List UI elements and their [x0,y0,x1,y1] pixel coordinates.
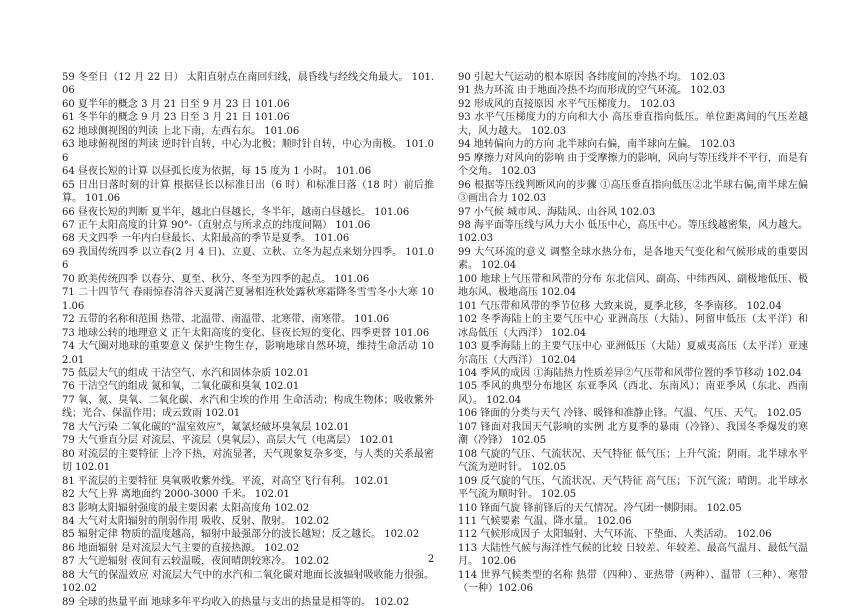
list-item: 61 冬半年的概念 9 月 23 日至 3 月 21 日 101.06 [62,112,290,124]
list-item: 78 大气污染 二氧化碳的“温室效应”，氟氯烃破坏臭氧层 102.01 [62,421,350,433]
list-item: 106 锋面的分类与天气 冷锋、暖锋和准静止锋。气温、气压、天气。 102.05 [458,408,802,420]
list-item: 109 反气旋的气压、气流状况、天气特征 高气压；下沉气流；晴朗。北半球水平气流为顺时针。 102.05 [458,475,808,501]
list-item: 107 锋面对我国天气影响的实例 北方夏季的暴雨（冷锋）、我国冬季爆发的寒潮（冷锋） 102.05 [458,421,808,447]
list-item: 96 根据等压线判断风向的步骤 ①高压垂直指向低压②北半球右偏,南半球左偏③画出合力 102.03 [458,179,808,205]
list-item: 60 夏半年的概念 3 月 21 日至 9 月 23 日 101.06 [62,98,290,110]
list-item: 98 海平面等压线与风力大小 低压中心，高压中心。等压线越密集，风力越大。 102.03 [458,219,812,245]
list-item: 73 地球公转的地理意义 正午太阳高度的变化、昼夜长短的变化、四季更替 101.06 [62,327,430,339]
list-item: 95 摩擦力对风向的影响 由于受摩擦力的影响，风向与等压线并不平行，而是有个交角。 102.03 [458,152,808,178]
list-item: 71 二十四节气 春雨惊春清谷天夏满芒夏暑相连秋处露秋寒霜降冬雪雪冬小大寒 101.06 [62,287,434,312]
list-item: 89 全球的热量平面 地球多年平均收入的热量与支出的热量是相等的。 102.02 [62,596,410,608]
list-item: 102 冬季海陆上的主要气压中心 亚洲高压（大陆）、阿留申低压（太平洋）和冰岛低压（大西洋） 102.04 [458,314,808,339]
list-item: 92 形成风的直接原因 水平气压梯度力。 102.03 [458,98,676,110]
list-item: 114 世界气候类型的名称 热带（四种）、亚热带（两种）、温带（三种）、寒带（一种）102.06 [458,569,808,595]
list-item: 76 干洁空气的组成 氮和氧，二氧化碳和臭氧 102.01 [62,381,300,393]
list-item: 80 对流层的主要特征 上冷下热，对流显著，天气现象复杂多变，与人类的关系最密切 102.01 [62,448,434,474]
list-item: 87 大气逆辐射 夜间有云较温暖，夜间晴朗较寒冷。 102.02 [62,556,330,568]
right-column [458,71,812,596]
list-item: 65 日出日落时刻的计算 根据昼长以标准日出（6 时）和标准日落（18 时）前后推算。 101.06 [62,179,434,205]
list-item: 68 天文四季 一年内白昼最长、太阳最高的季节是夏季。 101.06 [62,233,350,245]
list-item: 72 五带的名称和范围 热带、北温带、南温带、北寒带、南寒带。 101.06 [62,314,390,326]
list-item: 99 大气环流的意义 调整全球水热分布，是各地天气变化和气候形成的重要因素。 102.04 [458,246,808,272]
list-item: 110 锋面气旋 锋前锋后的天气情况。冷气团一侧阴雨。 102.05 [458,502,742,514]
list-item: 91 热力环流 由于地面冷热不均而形成的空气环流。 102.03 [458,85,726,97]
list-item: 69 我国传统四季 以立春(2 月 4 日)、立夏、立秋、立冬为起点来划分四季。 101.06 [62,246,434,272]
list-item: 67 正午太阳高度的计算 90°-（直射点与所求点的纬度间隔） 101.06 [62,219,371,231]
list-item: 81 平流层的主要特征 臭氧吸收紫外线。平流，对高空飞行有利。 102.01 [62,475,390,487]
list-item: 79 大气垂直分层 对流层、平流层（臭氧层）、高层大气（电离层） 102.01 [62,435,395,447]
list-item: 101 气压带和风带的季节位移 大致来说，夏季北移，冬季南移。 102.04 [458,300,782,312]
list-item: 64 昼夜长短的计算 以昼弧长度为依据，每 15 度为 1 小时。 101.06 [62,166,372,178]
list-item: 88 大气的保温效应 对流层大气中的水汽和二氧化碳对地面长波辐射吸收能力很强。 102.02 [62,569,438,595]
list-item: 112 气候形成因子 太阳辐射、大气环流、下垫面、人类活动。 102.06 [458,529,772,541]
list-item: 70 欧美传统四季 以春分、夏至、秋分、冬至为四季的起点。 101.06 [62,273,370,285]
list-item: 59 冬至日（12 月 22 日） 太阳直射点在南回归线，晨昏线与经线交角最大。 101.06 [62,72,434,97]
list-item: 104 季风的成因 ①海陆热力性质差异②气压带和风带位置的季节移动 102.04 [458,367,802,379]
list-item: 62 地球侧视图的判读 上北下南，左西右东。 101.06 [62,125,300,137]
list-item: 108 气旋的气压、气流状况、天气特征 低气压；上升气流；阴雨。北半球水平气流为逆时针。 102.05 [458,448,808,474]
list-item: 105 季风的典型分布地区 东亚季风（西北、东南风）；南亚季风（东北、西南风）。 102.04 [458,381,808,406]
list-item: 66 昼夜长短的判断 夏半年，越北白昼越长，冬半年，越南白昼越长。 101.06 [62,206,410,218]
list-item: 93 水平气压梯度力的方向和大小 高压垂直指向低压。单位距离间的气压差越大，风力越大。 102.03 [458,112,808,137]
list-item: 103 夏季海陆上的主要气压中心 亚洲低压（大陆）夏威夷高压（太平洋）亚速尔高压（大西洋） 102.04 [458,341,808,366]
list-item: 86 地面辐射 是对流层大气主要的直接热源。 102.02 [62,542,300,554]
list-item: 82 大气上界 离地面约 2000-3000 千米。 102.01 [62,489,290,501]
list-item: 75 低层大气的组成 干洁空气、水汽和固体杂质 102.01 [62,367,310,379]
list-item: 74 大气圈对地球的重要意义 保护生物生存，影响地球自然环境，维持生命活动 102.01 [62,341,434,366]
list-item: 83 影响太阳辐射强度的最主要因素 太阳高度角 102.02 [62,502,310,514]
list-item: 90 引起大气运动的根本原因 各纬度间的冷热不均。 102.03 [458,72,726,83]
list-item: 84 大气对太阳辐射的削弱作用 吸收、反射、散射。 102.02 [62,515,330,527]
list-item: 63 地球俯视图的判读 逆时针自转，中心为北极；顺时针自转，中心为南极。 101.06 [62,139,434,164]
list-item: 113 大陆性气候与海洋性气候的比较 日较差、年较差、最高气温月、最低气温月。 102.06 [458,542,808,568]
left-column [62,71,438,609]
list-item: 97 小气候 城市风、海陆风、山谷风 102.03 [458,206,656,218]
list-item: 100 地球上气压带和风带的分布 东北信风、副高、中纬西风、副极地低压、极地东风、极地高压 102.04 [458,273,808,299]
list-item: 111 气候要素 气温、降水量。 102.06 [458,515,632,527]
list-item: 85 辐射定律 物质的温度越高，辐射中最强部分的波长越短；反之越长。 102.02 [62,529,420,541]
list-item: 77 氧、氮、臭氧、二氧化碳、水汽和尘埃的作用 生命活动；构成生物体；吸收紫外线；光合、保温作用；成云致雨 102.01 [62,394,434,420]
page-number: 2 [427,554,435,565]
list-item: 94 地转偏向力的方向 北半球向右偏，南半球向左偏。 102.03 [458,139,736,151]
